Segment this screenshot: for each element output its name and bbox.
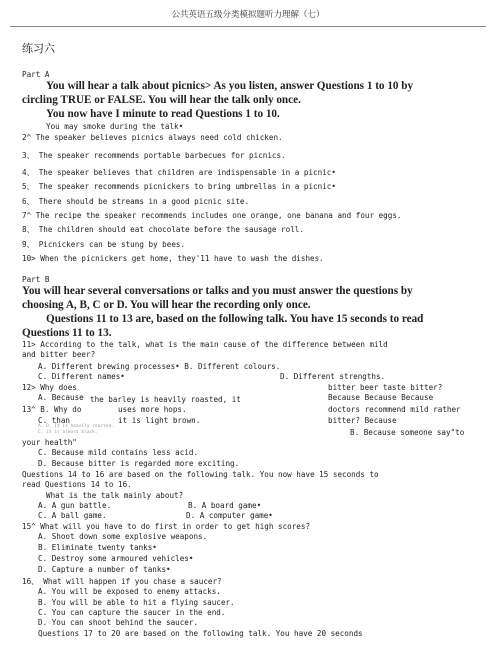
part-a-note: You may smoke during the talk• (46, 122, 184, 131)
part-a-intro-1: You will hear a talk about picnics> As you listen, answer Questions 1 to 10 by (46, 80, 414, 92)
exercise-title: 练习六 (22, 42, 55, 55)
question-13-option-b: B. Because someone say"to (350, 428, 465, 437)
question-6: 6、 There should be streams in a good picnic site. (22, 197, 250, 206)
question-13-c-left: C. than (38, 416, 71, 425)
question-13-mid: uses more hops. (118, 405, 187, 414)
question-13-option-c: C. Because mild contains less acid. (38, 448, 199, 457)
question-11-option-a-b: A. Different brewing processes• B. Different colours. (38, 362, 281, 371)
question-2: 2^ The speaker believes picnics always need cold chicken. (22, 133, 283, 142)
question-15-option-d: D. Capture a number of tanks• (38, 565, 171, 574)
question-14: What is the talk mainly about? (46, 491, 184, 500)
question-12: 12> Why does (22, 383, 77, 392)
question-8: 8、 The children should eat chocolate before the sausage roll. (22, 225, 304, 234)
question-11-option-d: D. Different strengths. (280, 372, 386, 381)
question-4: 4、 The speaker believes that children are indispensable in a picnic• (22, 168, 336, 177)
question-12-right: bitter beer taste bitter? (328, 383, 443, 392)
part-a-intro-3: You now have I minute to read Questions 1 to 10. (46, 108, 280, 120)
question-10: 10> When the picnickers get home, they'11 have to wash the dishes. (22, 254, 324, 263)
part-a-label: Part A (22, 70, 50, 79)
page-header: 公共英语五级分类模拟题听力理解（七） (171, 10, 325, 20)
question-13-continued: your health" (22, 438, 77, 447)
question-13: 13^ B. Why do (22, 405, 82, 414)
question-13-c-mid: it is light brown. (118, 416, 201, 425)
question-13-option-d: D. Because bitter is regarded more exciting. (38, 459, 240, 468)
questions-17-20-intro: Questions 17 to 20 are based on the following talk. You have 20 seconds (38, 629, 363, 638)
question-14-option-b: B. A board game• (188, 501, 262, 510)
part-a-intro-2: circling TRUE or FALSE. You will hear the talk only once. (22, 94, 301, 106)
question-7: 7^ The recipe the speaker recommends includes one orange, one banana and four eggs. (22, 211, 402, 220)
questions-14-16-intro-2: read Questions 14 to 16. (22, 480, 132, 489)
faint-text-1: A. D. It is heavily roasted. (38, 424, 114, 429)
question-16-option-c: C. You can capture the saucer in the end. (38, 608, 226, 617)
faint-text-2: C. it is almost black. (38, 430, 98, 435)
question-11-option-c: C. Different names• (38, 372, 125, 381)
question-12-option-a-left: A. Because (38, 393, 84, 402)
question-15: 15^ What will you have to do first in order to get high scores? (22, 522, 311, 531)
question-5: 5、 The speaker recommends picnickers to bring umbrellas in a picnic• (22, 182, 336, 191)
header-rule (10, 26, 486, 27)
question-14-option-c: C. A ball game. (38, 511, 107, 520)
questions-14-16-intro-1: Questions 14 to 16 are based on the following talk. You now have 15 seconds to (22, 470, 379, 479)
question-13-right: doctors recommend mild rather (328, 405, 461, 414)
question-11-line-1: 11> According to the talk, what is the main cause of the difference between mild (22, 340, 388, 349)
part-b-intro-1: You will hear several conversations or talks and you must answer the questions by (22, 285, 413, 297)
question-15-option-a: A. Shoot down some explosive weapons. (38, 532, 208, 541)
question-11-line-2: and bitter beer? (22, 350, 96, 359)
question-12-option-a-mid: the barley is heavily roasted, it (90, 395, 241, 404)
part-b-intro-2: choosing A, B, C or D. You will hear the recording only once. (22, 299, 311, 311)
question-15-option-b: B. Eliminate twenty tanks• (38, 543, 157, 552)
question-14-option-a: A. A gun battle. (38, 501, 112, 510)
question-9: 9、 Picnickers can be stung by bees. (22, 240, 186, 249)
question-16: 16、 What will happen if you chase a saucer? (22, 577, 222, 586)
question-12-option-a-right: Because Because Because (328, 393, 434, 402)
part-b-intro-4: Questions 11 to 13. (22, 327, 112, 339)
question-13-c-right: bitter? Because (328, 416, 397, 425)
question-16-option-d: D. You can shoot behind the saucer. (38, 618, 199, 627)
question-14-option-d: D. A computer game• (186, 511, 273, 520)
part-b-label: Part B (22, 275, 50, 284)
question-3: 3、 The speaker recommends portable barbecues for picnics. (22, 151, 286, 160)
question-16-option-a: A. You will be exposed to enemy attacks. (38, 587, 221, 596)
part-b-intro-3: Questions 11 to 13 are, based on the following talk. You have 15 seconds to read (46, 313, 424, 325)
question-15-option-c: C. Destroy some armoured vehicles• (38, 554, 194, 563)
question-16-option-b: B. You will be able to hit a flying saucer. (38, 598, 235, 607)
